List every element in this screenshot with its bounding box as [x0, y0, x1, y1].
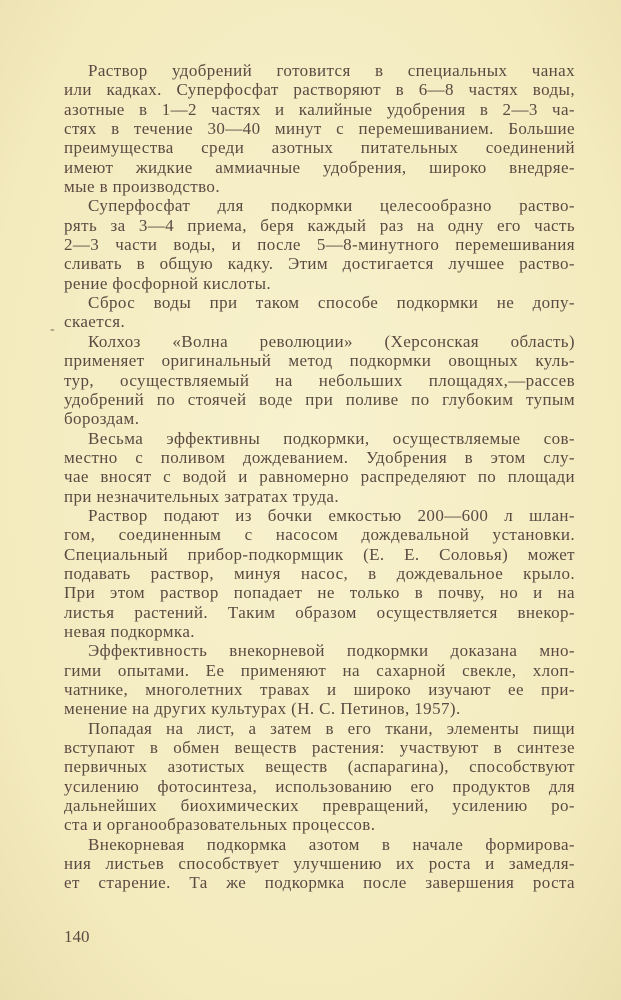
paragraph [64, 196, 575, 293]
text-line: Раствор удобрений готовится в специальных чанах [88, 61, 575, 80]
text-line: дальнейших биохимических превращений, усилению ро- [64, 796, 575, 816]
text-line: применяет оригинальный метод подкормки овощных куль- [64, 351, 575, 371]
text-line: ет старение. Та же подкормка после завершения роста [64, 873, 575, 893]
text-line: усилению фотосинтеза, использованию его продуктов для [64, 776, 575, 796]
text-line: или кадках. Суперфосфат растворяют в 6—8 частях воды, [64, 80, 575, 100]
text-line: стях в течение 30—40 минут с перемешиванием. Большие [64, 119, 575, 139]
text-line: Внекорневая подкормка азотом в начале формирова- [88, 834, 575, 854]
text-line: чатнике, многолетних травах и широко изучают ее при- [64, 680, 575, 699]
text-line: удобрений по стоячей воде при поливе по глубоким тупым [64, 389, 575, 409]
text-line: листья растений. Таким образом осуществляется внекор- [64, 602, 575, 622]
paragraph [64, 719, 575, 835]
paragraph [64, 293, 575, 332]
page-number: 140 [64, 927, 90, 946]
text-line: невая подкормка. [64, 621, 195, 641]
text-line: местно с поливом дождеванием. Удобрения в этом слу- [64, 447, 575, 467]
text-line: Попадая на лист, а затем в его ткани, элементы пищи [88, 718, 575, 738]
paragraph [64, 641, 575, 718]
paragraph [64, 835, 575, 893]
text-line: При этом раствор попадает не только в почву, но и на [64, 583, 575, 603]
text-line: Весьма эффективны подкормки, осуществляемые сов- [88, 428, 575, 448]
text-line: Специальный прибор-подкормщик (Е. Е. Соловья) может [64, 544, 575, 564]
text-line: Колхоз «Волна революции» (Херсонская область) [88, 331, 575, 351]
text-line: вступают в обмен веществ растения: участвуют в синтезе [64, 738, 575, 758]
text-line: преимущества среди азотных питательных соединений [64, 138, 575, 158]
text-line: чае вносят с водой и равномерно распределяют по площади [64, 467, 575, 487]
text-line: менение на других культурах (Н. С. Петинов, 1957). [64, 699, 461, 719]
text-line: мые в производство. [64, 177, 220, 197]
text-line: 2—3 части воды, и после 5—8-минутного перемешивания [64, 235, 575, 255]
body-text [64, 61, 575, 893]
paragraph [64, 429, 575, 506]
text-line: скается. [64, 312, 126, 332]
text-line: рение фосфорной кислоты. [64, 273, 272, 293]
text-line: ста и органообразовательных процессов. [64, 815, 376, 835]
text-line: азотные в 1—2 частях и калийные удобрения в 2—3 ча- [64, 99, 575, 119]
text-line: тур, осуществляемый на небольших площадях,—рассев [64, 370, 575, 390]
text-line: бороздам. [64, 409, 140, 429]
text-line: гими опытами. Ее применяют на сахарной свекле, хлоп- [64, 660, 575, 680]
text-line: Суперфосфат для подкормки целесообразно раство- [88, 196, 575, 216]
text-line: ния листьев способствует улучшению их роста и замедля- [64, 854, 575, 874]
text-line: подавать раствор, минуя насос, в дождевальное крыло. [64, 563, 575, 583]
paragraph [64, 332, 575, 429]
margin-mark: - [50, 322, 55, 337]
text-line: имеют жидкие аммиачные удобрения, широко внедряе- [64, 157, 575, 177]
text-line: рять за 3—4 приема, беря каждый раз на одну его часть [64, 215, 575, 235]
text-line: Раствор подают из бочки емкостью 200—600 л шлан- [88, 505, 575, 525]
text-line: Сброс воды при таком способе подкормки не допу- [88, 293, 575, 313]
text-line: Эффективность внекорневой подкормки доказана мно- [88, 641, 575, 661]
paragraph [64, 61, 575, 196]
paragraph [64, 506, 575, 641]
text-line: гом, соединенным с насосом дождевальной установки. [64, 525, 575, 545]
text-line: сливать в общую кадку. Этим достигается лучшее раство- [64, 254, 575, 274]
text-line: при незначительных затратах труда. [64, 486, 339, 506]
text-line: первичных азотистых веществ (аспарагина), способствуют [64, 757, 575, 777]
